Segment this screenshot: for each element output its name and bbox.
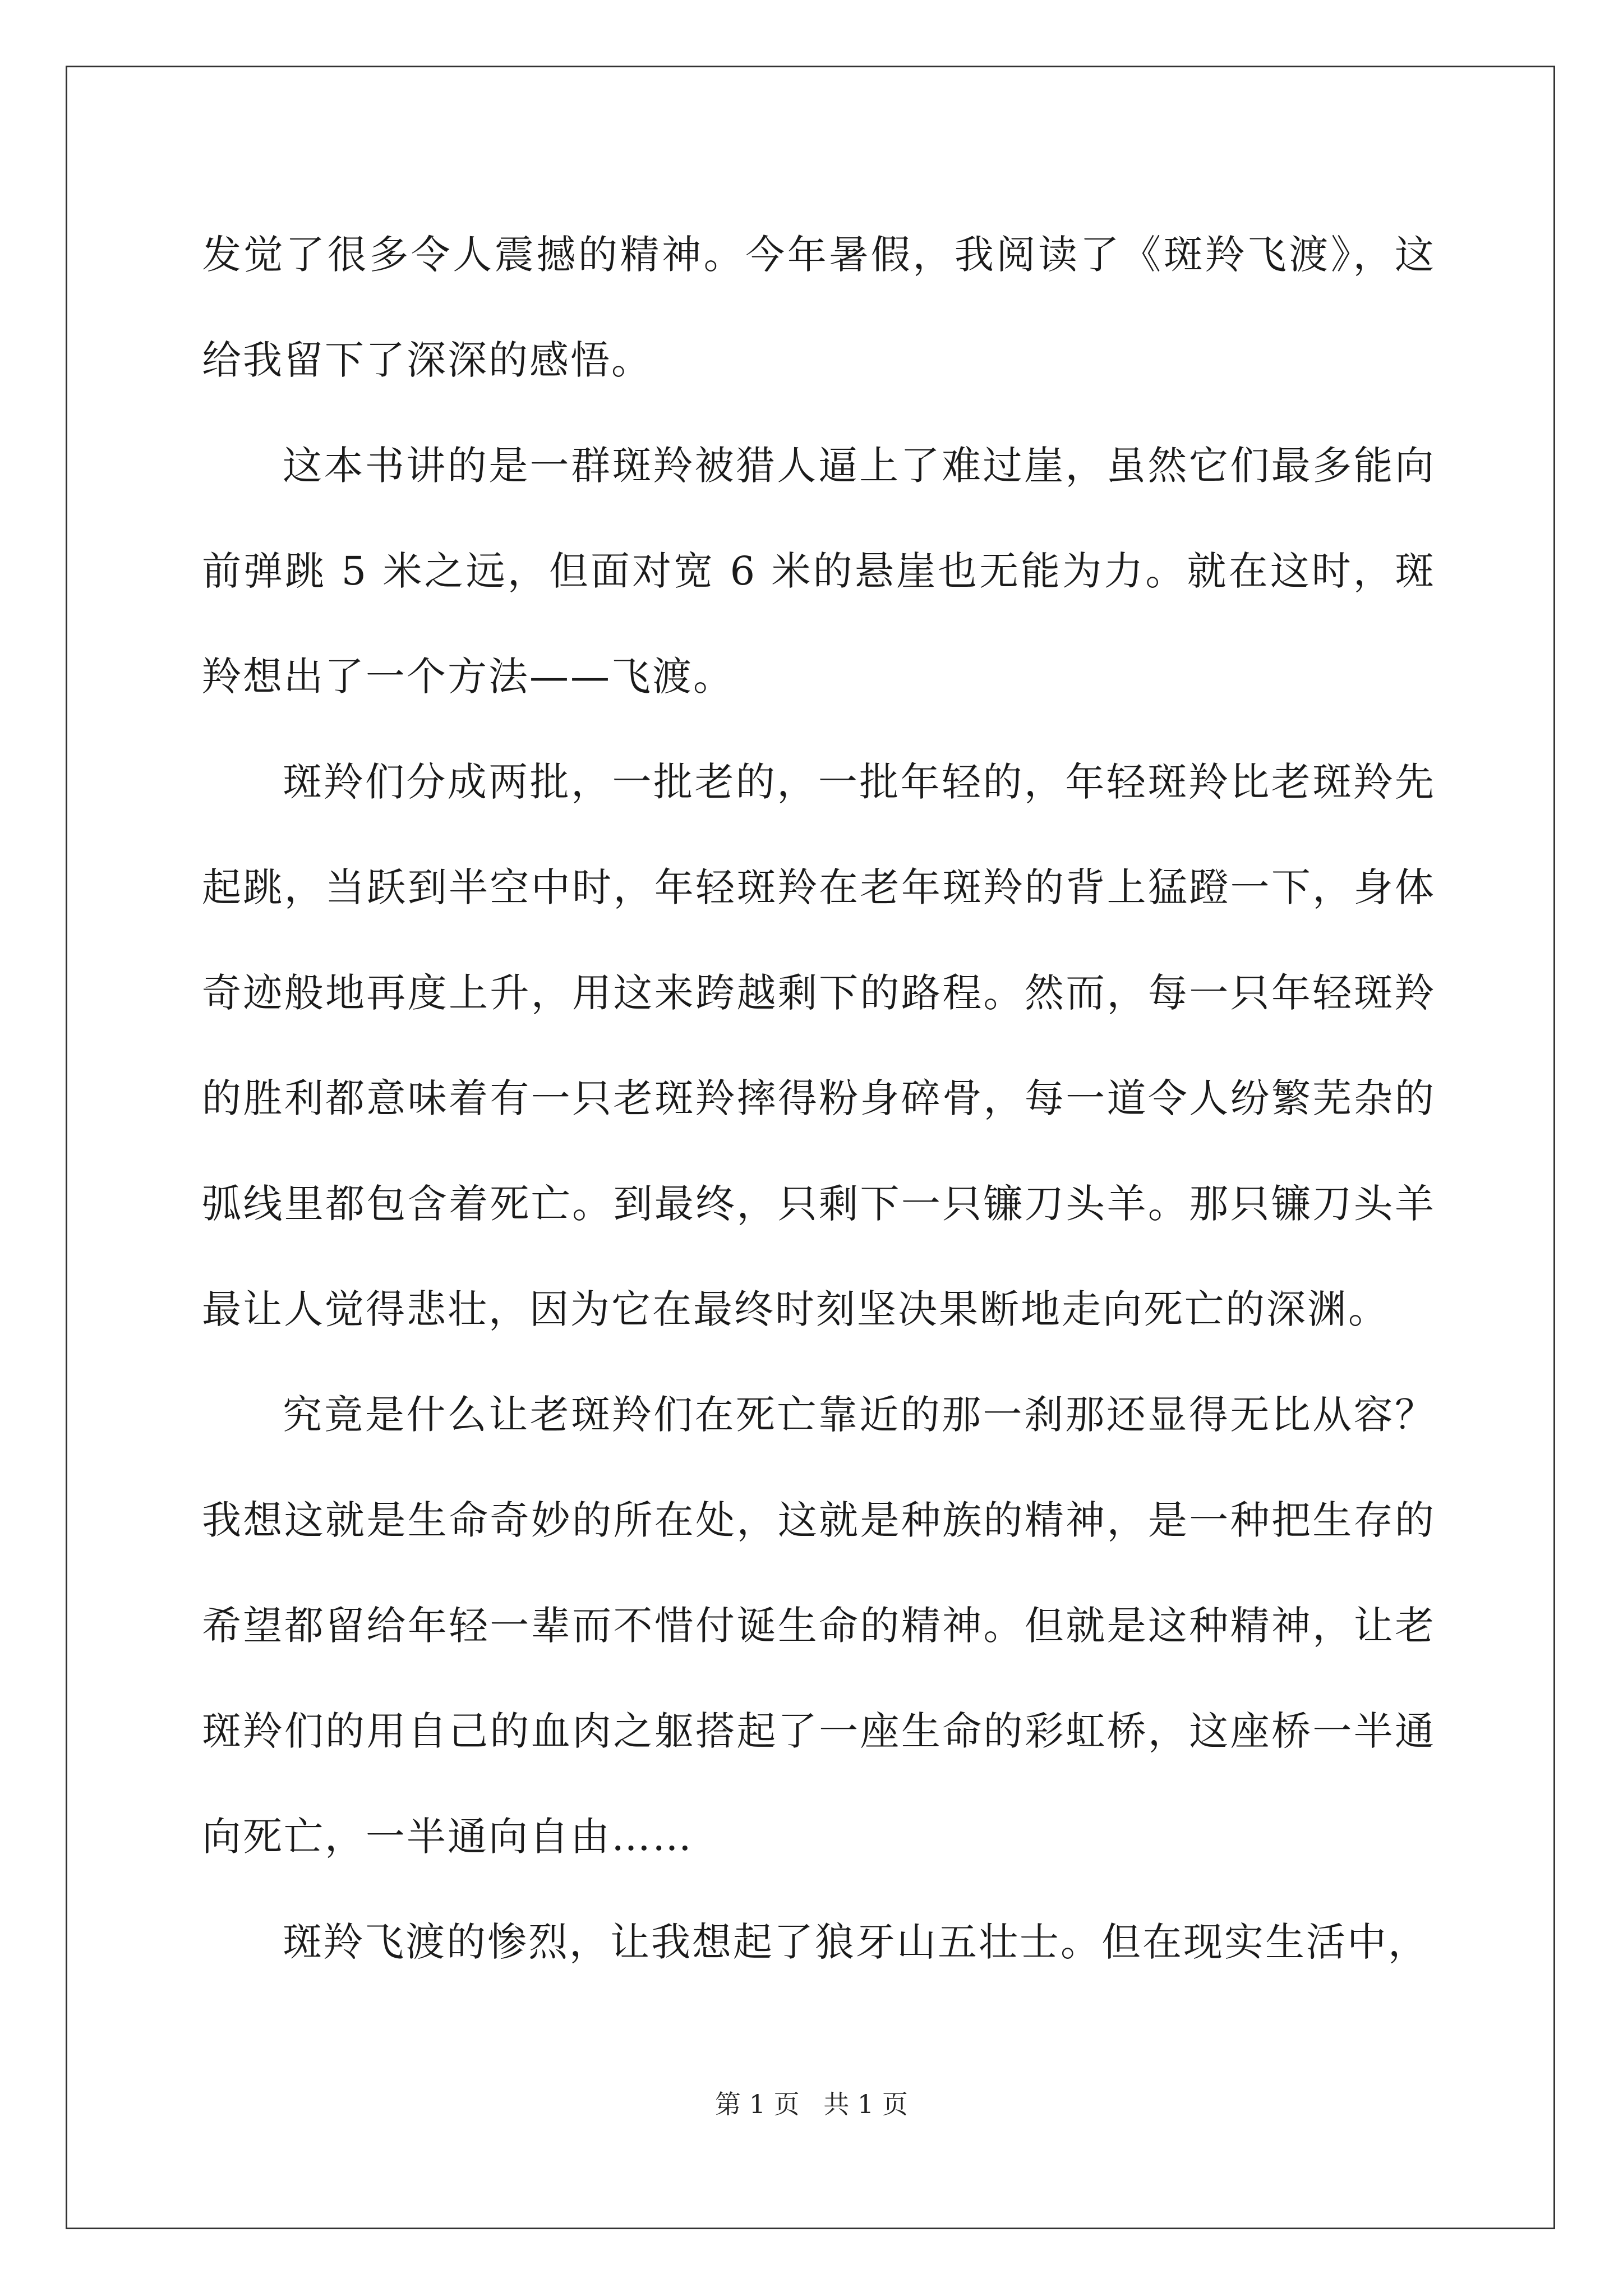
document-body — [202, 202, 1436, 1995]
paragraph-5: 斑羚飞渡的惨烈，让我想起了狼牙山五壮士。但在现实生活中， — [283, 1919, 1429, 1965]
page-total: 共 1 页 — [823, 2089, 908, 2119]
paragraph-1: 发觉了很多令人震撼的精神。今年暑假，我阅读了《斑羚飞渡》，这给我留下了深深的感悟。 — [202, 232, 1436, 383]
paragraph-2: 这本书讲的是一群斑羚被猎人逼上了难过崖，虽然它们最多能向前弹跳 5 米之远，但面对宽 6 米的悬崖也无能为力。就在这时，斑羚想出了一个方法——飞渡。 — [202, 443, 1436, 700]
paragraph-4: 究竟是什么让老斑羚们在死亡靠近的那一刹那还显得无比从容？我想这就是生命奇妙的所在处，这就是种族的精神，是一种把生存的希望都留给年轻一辈而不惜付诞生命的精神。但就是这种精神，让老斑羚们的用自己的血肉之躯搭起了一座生命的彩虹桥，这座桥一半通向死亡，一半通向自由…… — [202, 1392, 1436, 1860]
page-number: 第 1 页 — [715, 2089, 800, 2119]
paragraph-3: 斑羚们分成两批，一批老的，一批年轻的，年轻斑羚比老斑羚先起跳，当跃到半空中时，年轻斑羚在老年斑羚的背上猛蹬一下，身体奇迹般地再度上升，用这来跨越剩下的路程。然而，每一只年轻斑羚的胜利都意味着有一只老斑羚摔得粉身碎骨，每一道令人纷繁芜杂的弧线里都包含着死亡。到最终，只剩下一只镰刀头羊。那只镰刀头羊最让人觉得悲壮，因为它在最终时刻坚决果断地走向死亡的深渊。 — [202, 759, 1436, 1332]
page-footer — [0, 2084, 1623, 2121]
